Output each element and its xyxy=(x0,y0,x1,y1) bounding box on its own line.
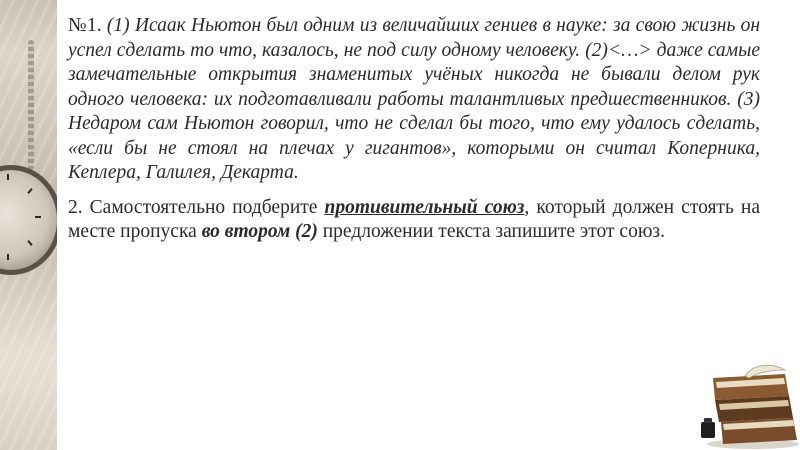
task-instruction-paragraph xyxy=(68,196,760,245)
task-text-paragraph xyxy=(68,14,760,186)
instruction-part-1: 2. Самостоятельно подберите xyxy=(68,196,325,218)
instruction-part-2: , который должен стоять на месте пропуска xyxy=(68,196,760,242)
watch-tick xyxy=(7,254,9,260)
watch-tick xyxy=(27,188,32,194)
pocket-watch-image xyxy=(0,0,57,450)
watch-tick xyxy=(35,216,41,218)
task-content xyxy=(68,14,760,245)
instruction-emphasis-sentence: во втором (2) xyxy=(201,221,318,242)
task-text: (1) Исаак Ньютон был одним из величайших гениев в науке: за свою жизнь он успел сделать то что, казалось, не под силу одному человеку. (2)<…> даже самые замечательные открытия знаменитых учёных никогда не бывали делом рук одного человека: их подготавливали работы талантливых предшественников. (3) Недаром сам Ньютон говорил, что не сделал бы того, что ему удалось сделать, «если бы не стоял на плечах у гигантов», которыми он считал Коперника, Кеплера, Галилея, Декарта. xyxy=(68,15,761,183)
instruction-part-3: предложении текста запишите этот союз. xyxy=(317,221,665,242)
task-number: №1. xyxy=(68,15,102,36)
instruction-emphasis-conjunction: противительный союз xyxy=(324,196,525,218)
watch-tick xyxy=(7,174,9,180)
inkwell-icon xyxy=(701,422,715,438)
old-books-image xyxy=(693,360,800,450)
watch-tick xyxy=(27,240,32,246)
inkwell-cap xyxy=(704,418,712,423)
watch-chain xyxy=(28,40,34,170)
